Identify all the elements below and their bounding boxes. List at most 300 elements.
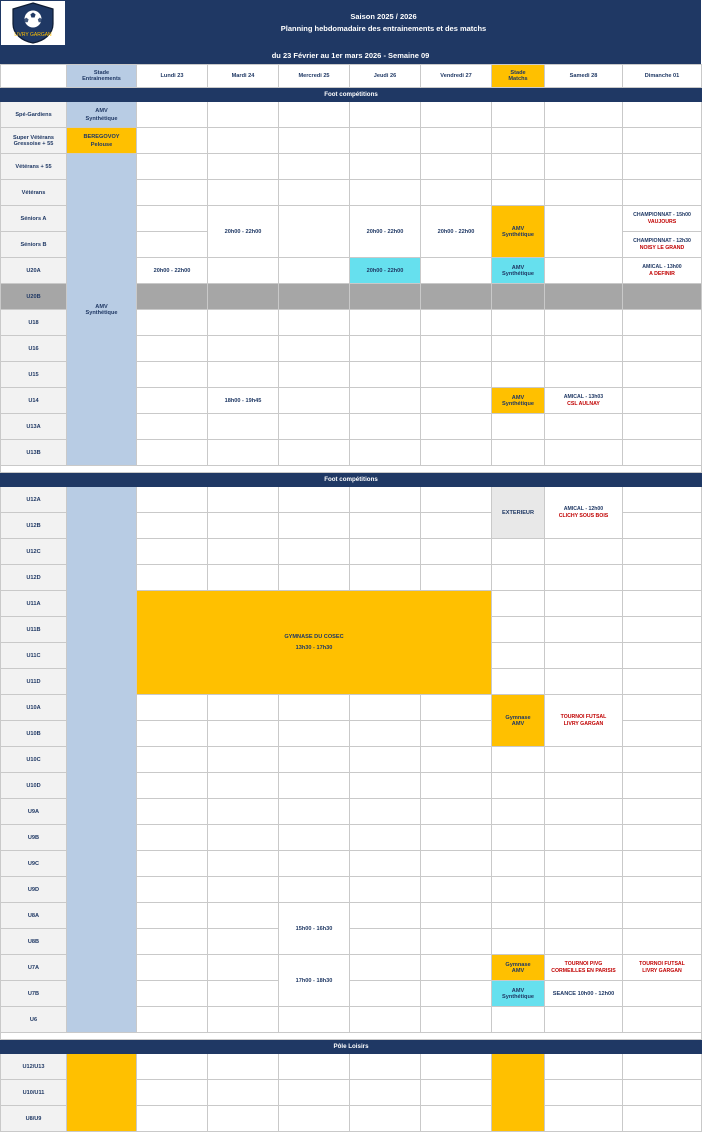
slot-vendredi[interactable]	[421, 440, 492, 466]
slot-match[interactable]	[492, 362, 545, 388]
slot-vendredi[interactable]	[421, 1106, 492, 1132]
slot-jeudi[interactable]	[350, 1054, 421, 1080]
slot-match[interactable]	[492, 336, 545, 362]
slot-samedi[interactable]	[545, 591, 623, 617]
stade-cell-loisirs[interactable]	[67, 1054, 137, 1132]
slot-dimanche[interactable]	[623, 773, 702, 799]
slot-mardi[interactable]	[208, 440, 279, 466]
slot-samedi-u7a[interactable]	[545, 955, 623, 981]
row-label-u18: U18	[1, 310, 67, 336]
slot-vendredi[interactable]	[421, 1007, 492, 1033]
slot-mercredi[interactable]	[279, 388, 350, 414]
slot-dimanche[interactable]	[623, 669, 702, 695]
slot-lundi[interactable]	[137, 284, 208, 310]
slot-dimanche[interactable]	[623, 336, 702, 362]
slot-match-u20a[interactable]	[492, 258, 545, 284]
slot-vendredi[interactable]	[421, 258, 492, 284]
slot-lundi[interactable]	[137, 851, 208, 877]
slot-match[interactable]	[492, 825, 545, 851]
slot-dimanche[interactable]	[623, 539, 702, 565]
slot-dimanche[interactable]	[623, 310, 702, 336]
col-header-dimanche: Dimanche 01	[623, 65, 702, 88]
slot-mercredi[interactable]	[279, 154, 350, 180]
slot-mardi[interactable]	[208, 487, 279, 513]
col-header-vendredi: Vendredi 27	[421, 65, 492, 88]
slot-dimanche[interactable]	[623, 799, 702, 825]
slot-vendredi[interactable]	[421, 721, 492, 747]
slot-samedi-u14[interactable]	[545, 388, 623, 414]
schedule-table	[0, 64, 702, 1132]
slot-mardi[interactable]	[208, 747, 279, 773]
section-band-foot-1	[1, 88, 702, 102]
slot-jeudi[interactable]	[350, 1080, 421, 1106]
slot-samedi[interactable]	[545, 284, 623, 310]
slot-dimanche[interactable]	[623, 388, 702, 414]
slot-match-u7a[interactable]	[492, 955, 545, 981]
slot-mercredi[interactable]	[279, 747, 350, 773]
slot-dimanche[interactable]	[623, 414, 702, 440]
slot-dimanche[interactable]	[623, 487, 702, 513]
slot-lundi[interactable]	[137, 128, 208, 154]
slot-dimanche[interactable]	[623, 1054, 702, 1080]
slot-jeudi[interactable]	[350, 721, 421, 747]
slot-match[interactable]	[492, 799, 545, 825]
slot-dimanche[interactable]	[623, 591, 702, 617]
slot-mardi[interactable]	[208, 258, 279, 284]
slot-vendredi[interactable]	[421, 388, 492, 414]
slot-vendredi[interactable]	[421, 513, 492, 539]
slot-vendredi[interactable]	[421, 362, 492, 388]
slot-lundi[interactable]	[137, 414, 208, 440]
slot-vendredi[interactable]	[421, 414, 492, 440]
row-label-u10d: U10D	[1, 773, 67, 799]
row-label-u11c: U11C	[1, 643, 67, 669]
slot-mercredi[interactable]	[279, 1007, 350, 1033]
slot-mardi[interactable]	[208, 414, 279, 440]
slot-mercredi[interactable]	[279, 851, 350, 877]
slot-match-u10a[interactable]	[492, 695, 545, 747]
slot-jeudi[interactable]	[350, 851, 421, 877]
slot-dimanche[interactable]	[623, 929, 702, 955]
slot-samedi[interactable]	[545, 310, 623, 336]
slot-lundi[interactable]	[137, 773, 208, 799]
slot-mercredi[interactable]	[279, 721, 350, 747]
slot-lundi[interactable]	[137, 1080, 208, 1106]
col-header-mardi: Mardi 24	[208, 65, 279, 88]
slot-samedi-u10a[interactable]	[545, 695, 623, 747]
slot-vendredi[interactable]	[421, 955, 492, 981]
slot-mardi[interactable]	[208, 695, 279, 721]
slot-samedi[interactable]	[545, 539, 623, 565]
slot-match[interactable]	[492, 565, 545, 591]
slot-lundi[interactable]	[137, 981, 208, 1007]
slot-mercredi[interactable]	[279, 1054, 350, 1080]
slot-samedi[interactable]	[545, 799, 623, 825]
planning-title: Planning hebdomadaire des entrainements et des matchs	[280, 24, 487, 33]
slot-vendredi[interactable]	[421, 903, 492, 929]
slot-samedi[interactable]	[545, 1054, 623, 1080]
slot-samedi[interactable]	[545, 180, 623, 206]
slot-mercredi[interactable]	[279, 102, 350, 128]
slot-samedi[interactable]	[545, 669, 623, 695]
slot-match[interactable]	[492, 310, 545, 336]
slot-mercredi[interactable]	[279, 825, 350, 851]
slot-match[interactable]	[492, 539, 545, 565]
slot-jeudi[interactable]	[350, 539, 421, 565]
slot-samedi[interactable]	[545, 1080, 623, 1106]
slot-vendredi[interactable]	[421, 487, 492, 513]
slot-lundi[interactable]	[137, 1054, 208, 1080]
slot-jeudi[interactable]	[350, 180, 421, 206]
slot-mercredi[interactable]	[279, 128, 350, 154]
slot-lundi[interactable]	[137, 336, 208, 362]
stade-cell-spe-gardiens	[67, 102, 137, 128]
slot-lundi[interactable]	[137, 206, 208, 232]
slot-match[interactable]	[492, 877, 545, 903]
slot-mardi[interactable]	[208, 362, 279, 388]
slot-dimanche[interactable]	[623, 284, 702, 310]
slot-dimanche[interactable]	[623, 102, 702, 128]
slot-dimanche[interactable]	[623, 981, 702, 1007]
slot-jeudi[interactable]	[350, 310, 421, 336]
slot-lundi[interactable]	[137, 799, 208, 825]
slot-mardi[interactable]	[208, 851, 279, 877]
slot-dimanche[interactable]	[623, 128, 702, 154]
slot-mardi[interactable]	[208, 1054, 279, 1080]
slot-dimanche[interactable]	[623, 825, 702, 851]
row-label-line2: Gressoise + 55	[13, 140, 54, 147]
slot-dimanche[interactable]	[623, 617, 702, 643]
slot-dimanche[interactable]	[623, 695, 702, 721]
slot-match[interactable]	[492, 440, 545, 466]
slot-lundi[interactable]	[137, 180, 208, 206]
slot-mardi[interactable]	[208, 1080, 279, 1106]
slot-jeudi[interactable]	[350, 825, 421, 851]
slot-match[interactable]	[492, 1007, 545, 1033]
slot-mercredi[interactable]	[279, 414, 350, 440]
slot-dimanche[interactable]	[623, 565, 702, 591]
slot-dimanche[interactable]	[623, 747, 702, 773]
slot-match-u7b[interactable]	[492, 981, 545, 1007]
slot-vendredi[interactable]	[421, 565, 492, 591]
slot-mardi[interactable]	[208, 284, 279, 310]
slot-lundi[interactable]	[137, 1106, 208, 1132]
slot-jeudi[interactable]	[350, 414, 421, 440]
slot-jeudi[interactable]	[350, 981, 421, 1007]
slot-lundi-u20a[interactable]: 20h00 - 22h00	[137, 258, 208, 284]
slot-vendredi[interactable]	[421, 154, 492, 180]
slot-vendredi[interactable]	[421, 981, 492, 1007]
slot-mercredi[interactable]	[279, 1080, 350, 1106]
slot-vendredi[interactable]	[421, 773, 492, 799]
table-row	[1, 1054, 702, 1080]
slot-jeudi[interactable]	[350, 747, 421, 773]
slot-match[interactable]	[492, 747, 545, 773]
slot-vendredi[interactable]	[421, 825, 492, 851]
slot-mercredi[interactable]	[279, 539, 350, 565]
col-header-samedi: Samedi 28	[545, 65, 623, 88]
slot-dimanche[interactable]	[623, 1080, 702, 1106]
slot-samedi[interactable]	[545, 747, 623, 773]
slot-mercredi[interactable]	[279, 695, 350, 721]
slot-mardi[interactable]	[208, 154, 279, 180]
slot-samedi[interactable]	[545, 1106, 623, 1132]
slot-dimanche[interactable]	[623, 721, 702, 747]
slot-lundi[interactable]	[137, 747, 208, 773]
slot-jeudi[interactable]	[350, 102, 421, 128]
slot-mardi[interactable]	[208, 877, 279, 903]
slot-vendredi[interactable]	[421, 799, 492, 825]
slot-samedi[interactable]	[545, 903, 623, 929]
slot-dimanche[interactable]	[623, 154, 702, 180]
slot-mardi[interactable]	[208, 903, 279, 929]
slot-match[interactable]	[492, 643, 545, 669]
slot-samedi[interactable]	[545, 825, 623, 851]
slot-jeudi[interactable]	[350, 929, 421, 955]
slot-mercredi-u8[interactable]: 15h00 - 16h30	[279, 903, 350, 955]
gymnase-cosec-block[interactable]	[137, 591, 492, 695]
slot-vendredi[interactable]	[421, 851, 492, 877]
slot-samedi-u7b[interactable]: SEANCE 10h00 - 12h00	[545, 981, 623, 1007]
slot-samedi-u12a[interactable]	[545, 487, 623, 539]
slot-match[interactable]	[492, 128, 545, 154]
slot-vendredi[interactable]	[421, 128, 492, 154]
slot-mercredi[interactable]	[279, 773, 350, 799]
slot-jeudi-seniors[interactable]: 20h00 - 22h00	[350, 206, 421, 258]
slot-mardi[interactable]	[208, 102, 279, 128]
slot-lundi[interactable]	[137, 565, 208, 591]
slot-match-seniors[interactable]	[492, 206, 545, 258]
slot-jeudi[interactable]	[350, 1007, 421, 1033]
slot-vendredi[interactable]	[421, 284, 492, 310]
slot-samedi[interactable]	[545, 1007, 623, 1033]
slot-mercredi[interactable]	[279, 440, 350, 466]
slot-match-u14[interactable]	[492, 388, 545, 414]
slot-lundi[interactable]	[137, 1007, 208, 1033]
slot-mardi[interactable]	[208, 128, 279, 154]
slot-lundi[interactable]	[137, 955, 208, 981]
row-label-veterans-55: Vétérans + 55	[1, 154, 67, 180]
slot-jeudi[interactable]	[350, 877, 421, 903]
slot-lundi[interactable]	[137, 388, 208, 414]
slot-jeudi[interactable]	[350, 154, 421, 180]
slot-samedi[interactable]	[545, 851, 623, 877]
match-line1: Gymnase	[505, 961, 531, 968]
slot-mercredi[interactable]	[279, 362, 350, 388]
slot-match[interactable]	[492, 669, 545, 695]
slot-samedi[interactable]	[545, 258, 623, 284]
slot-jeudi[interactable]	[350, 336, 421, 362]
slot-match[interactable]	[492, 851, 545, 877]
slot-lundi[interactable]	[137, 487, 208, 513]
slot-match[interactable]	[492, 929, 545, 955]
slot-vendredi[interactable]	[421, 929, 492, 955]
slot-dimanche[interactable]	[623, 362, 702, 388]
slot-match-u12a[interactable]: EXTERIEUR	[492, 487, 545, 539]
slot-vendredi[interactable]	[421, 747, 492, 773]
slot-samedi[interactable]	[545, 336, 623, 362]
row-label-u8b: U8B	[1, 929, 67, 955]
slot-samedi[interactable]	[545, 643, 623, 669]
slot-samedi[interactable]	[545, 154, 623, 180]
slot-dimanche[interactable]	[623, 851, 702, 877]
slot-match[interactable]	[492, 180, 545, 206]
slot-dimanche-u20a[interactable]	[623, 258, 702, 284]
slot-jeudi[interactable]	[350, 388, 421, 414]
slot-mardi[interactable]	[208, 565, 279, 591]
slot-mardi[interactable]	[208, 513, 279, 539]
slot-samedi[interactable]	[545, 877, 623, 903]
slot-mardi[interactable]	[208, 1007, 279, 1033]
slot-dimanche[interactable]	[623, 513, 702, 539]
slot-mercredi[interactable]	[279, 284, 350, 310]
slot-mercredi-u7[interactable]: 17h00 - 18h30	[279, 955, 350, 1007]
slot-mardi[interactable]	[208, 929, 279, 955]
row-label-u9b: U9B	[1, 825, 67, 851]
slot-jeudi[interactable]	[350, 513, 421, 539]
slot-vendredi[interactable]	[421, 180, 492, 206]
slot-lundi[interactable]	[137, 232, 208, 258]
slot-samedi[interactable]	[545, 206, 623, 258]
match-head-line1: Stade	[510, 70, 526, 76]
slot-mardi[interactable]	[208, 721, 279, 747]
slot-mardi[interactable]	[208, 180, 279, 206]
slot-mardi[interactable]	[208, 336, 279, 362]
slot-lundi[interactable]	[137, 102, 208, 128]
slot-dimanche[interactable]	[623, 877, 702, 903]
gymnase-cosec-line1: GYMNASE DU COSEC	[284, 633, 344, 640]
slot-jeudi[interactable]	[350, 695, 421, 721]
slot-vendredi[interactable]	[421, 310, 492, 336]
slot-dimanche-u7a[interactable]	[623, 955, 702, 981]
slot-mercredi[interactable]	[279, 206, 350, 258]
slot-match[interactable]	[492, 617, 545, 643]
slot-jeudi[interactable]	[350, 799, 421, 825]
slot-dimanche-seniors-b[interactable]	[623, 232, 702, 258]
slot-lundi[interactable]	[137, 513, 208, 539]
slot-mercredi[interactable]	[279, 310, 350, 336]
slot-dimanche[interactable]	[623, 180, 702, 206]
club-logo	[0, 0, 66, 46]
slot-mardi[interactable]	[208, 955, 279, 981]
slot-mardi-u14[interactable]: 18h00 - 19h45	[208, 388, 279, 414]
slot-dimanche[interactable]	[623, 440, 702, 466]
slot-mercredi[interactable]	[279, 180, 350, 206]
slot-vendredi[interactable]	[421, 695, 492, 721]
slot-lundi[interactable]	[137, 362, 208, 388]
slot-mardi[interactable]	[208, 825, 279, 851]
slot-dimanche[interactable]	[623, 643, 702, 669]
slot-jeudi[interactable]	[350, 773, 421, 799]
stade-line2: Synthétique	[85, 309, 118, 316]
slot-mardi[interactable]	[208, 773, 279, 799]
slot-mardi[interactable]	[208, 1106, 279, 1132]
slot-vendredi[interactable]	[421, 539, 492, 565]
slot-mercredi[interactable]	[279, 258, 350, 284]
slot-match[interactable]	[492, 414, 545, 440]
slot-lundi[interactable]	[137, 721, 208, 747]
slot-vendredi[interactable]	[421, 1054, 492, 1080]
slot-match[interactable]	[492, 102, 545, 128]
slot-jeudi[interactable]	[350, 955, 421, 981]
slot-mardi-seniors[interactable]: 20h00 - 22h00	[208, 206, 279, 258]
slot-match[interactable]	[492, 591, 545, 617]
slot-match[interactable]	[492, 284, 545, 310]
slot-vendredi[interactable]	[421, 102, 492, 128]
slot-jeudi[interactable]	[350, 1106, 421, 1132]
slot-samedi[interactable]	[545, 362, 623, 388]
slot-vendredi-seniors[interactable]: 20h00 - 22h00	[421, 206, 492, 258]
slot-vendredi[interactable]	[421, 877, 492, 903]
stade-cell-super-veterans	[67, 128, 137, 154]
slot-dimanche-seniors-a[interactable]	[623, 206, 702, 232]
slot-lundi[interactable]	[137, 877, 208, 903]
stade-line1: BEREGOVOY	[83, 133, 120, 140]
slot-lundi[interactable]	[137, 903, 208, 929]
slot-match[interactable]	[492, 903, 545, 929]
slot-jeudi[interactable]	[350, 128, 421, 154]
row-label-u10c: U10C	[1, 747, 67, 773]
slot-samedi[interactable]	[545, 773, 623, 799]
slot-dimanche[interactable]	[623, 1007, 702, 1033]
slot-jeudi[interactable]	[350, 565, 421, 591]
slot-samedi[interactable]	[545, 102, 623, 128]
slot-lundi[interactable]	[137, 695, 208, 721]
slot-vendredi[interactable]	[421, 1080, 492, 1106]
slot-mardi[interactable]	[208, 981, 279, 1007]
slot-dimanche[interactable]	[623, 903, 702, 929]
slot-mercredi[interactable]	[279, 565, 350, 591]
slot-match-loisirs[interactable]	[492, 1054, 545, 1132]
slot-samedi[interactable]	[545, 128, 623, 154]
slot-jeudi[interactable]	[350, 440, 421, 466]
band-label: Foot compétitions	[1, 473, 702, 487]
slot-jeudi[interactable]	[350, 903, 421, 929]
slot-vendredi[interactable]	[421, 336, 492, 362]
slot-jeudi[interactable]	[350, 284, 421, 310]
slot-mercredi[interactable]	[279, 487, 350, 513]
slot-samedi[interactable]	[545, 565, 623, 591]
slot-lundi[interactable]	[137, 539, 208, 565]
slot-mercredi[interactable]	[279, 513, 350, 539]
slot-samedi[interactable]	[545, 929, 623, 955]
slot-mercredi[interactable]	[279, 336, 350, 362]
slot-dimanche[interactable]	[623, 1106, 702, 1132]
row-label-u12d: U12D	[1, 565, 67, 591]
slot-mardi[interactable]	[208, 310, 279, 336]
slot-mardi[interactable]	[208, 799, 279, 825]
slot-lundi[interactable]	[137, 825, 208, 851]
slot-mercredi[interactable]	[279, 799, 350, 825]
slot-match[interactable]	[492, 773, 545, 799]
slot-jeudi-u20a[interactable]: 20h00 - 22h00	[350, 258, 421, 284]
slot-samedi[interactable]	[545, 414, 623, 440]
slot-match[interactable]	[492, 154, 545, 180]
col-header-jeudi: Jeudi 26	[350, 65, 421, 88]
slot-mercredi[interactable]	[279, 877, 350, 903]
slot-jeudi[interactable]	[350, 362, 421, 388]
match-line2: AMV	[511, 720, 525, 727]
slot-mardi[interactable]	[208, 539, 279, 565]
slot-lundi[interactable]	[137, 310, 208, 336]
slot-mercredi[interactable]	[279, 1106, 350, 1132]
slot-lundi[interactable]	[137, 440, 208, 466]
slot-samedi[interactable]	[545, 617, 623, 643]
slot-jeudi[interactable]	[350, 487, 421, 513]
slot-lundi[interactable]	[137, 154, 208, 180]
slot-lundi[interactable]	[137, 929, 208, 955]
slot-samedi[interactable]	[545, 440, 623, 466]
